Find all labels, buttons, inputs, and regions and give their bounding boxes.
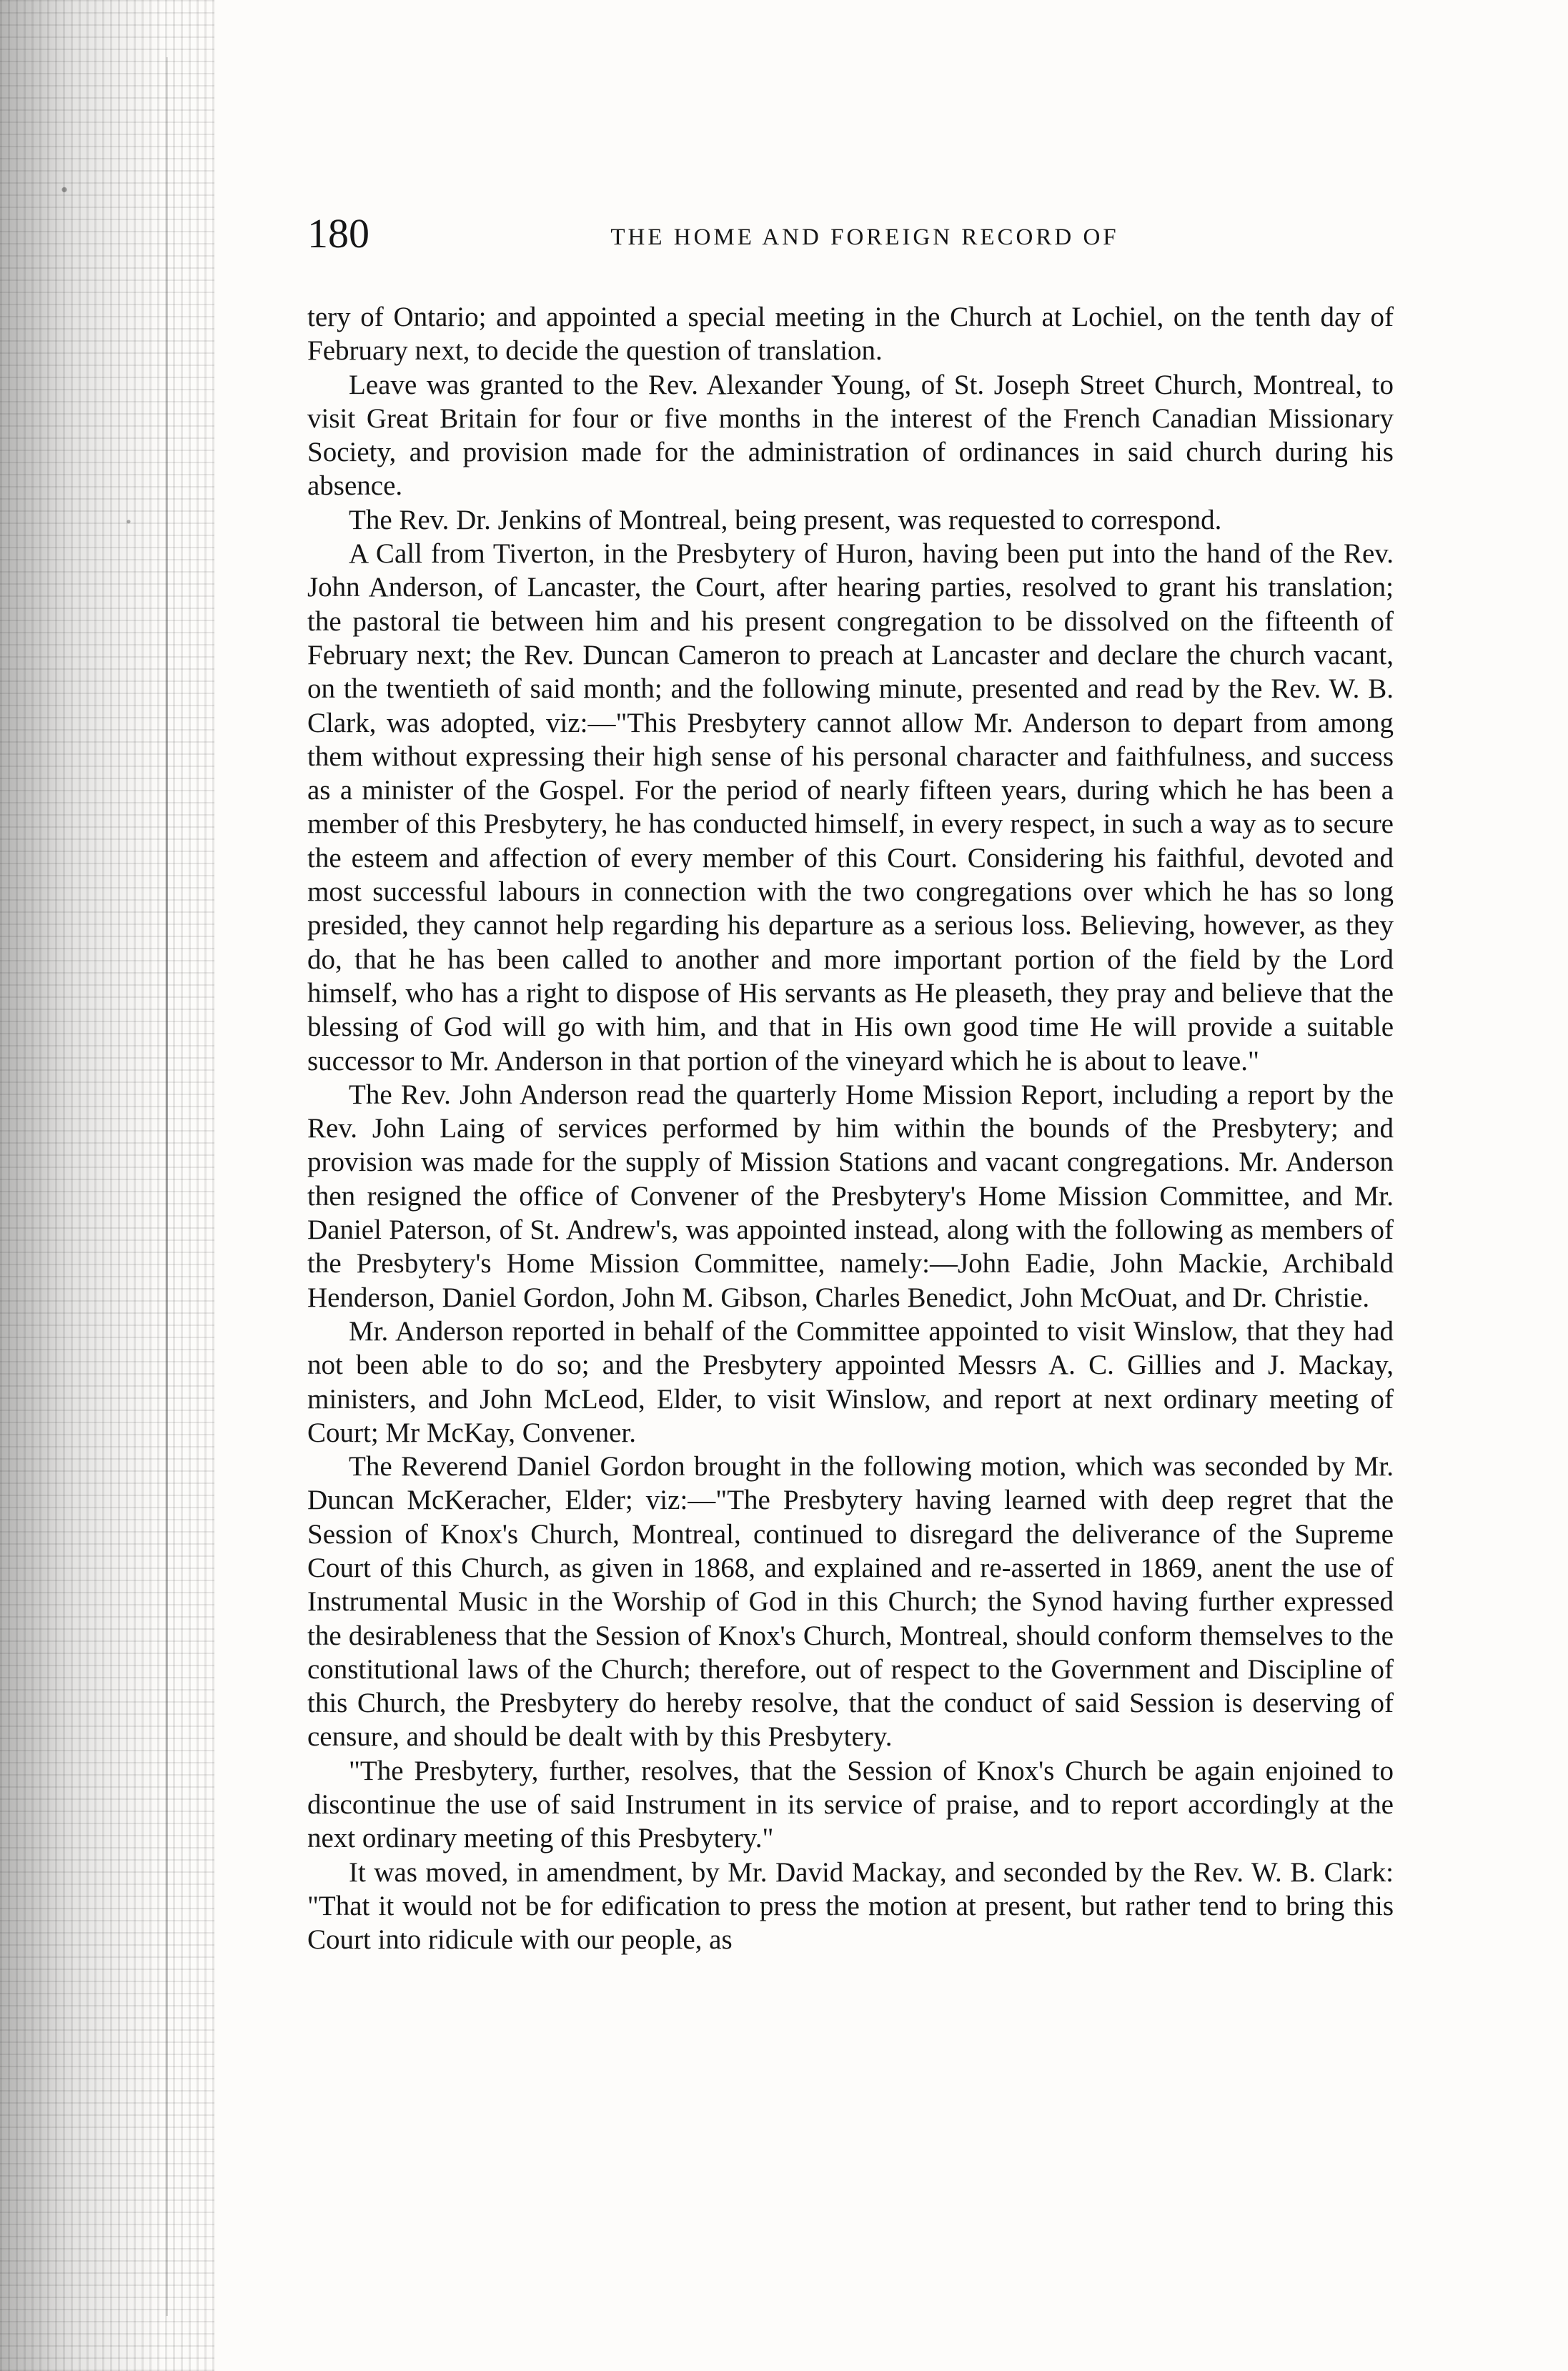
page-header [307,202,1379,266]
page-number: 180 [307,210,369,257]
paragraph: It was moved, in amendment, by Mr. David Mackay, and seconded by the Rev. W. B. Clark: "That it would not be for edification to press the motion at present, but rather tend to bring this Court into ridicule with our people, as [307,1856,1394,1956]
paragraph: Leave was granted to the Rev. Alexander Young, of St. Joseph Street Church, Montreal, to visit Great Britain for four or five months in the interest of the French Canadian Missionary Society, and provision made for the administration of ordinances in said church during his absence. [307,369,1394,502]
paragraph: The Rev. Dr. Jenkins of Montreal, being present, was requested to correspond. [349,504,1222,535]
paragraph: tery of Ontario; and appointed a special meeting in the Church at Lochiel, on the tenth day of February next, to decide the question of translation. [307,302,1394,367]
paragraph: The Reverend Daniel Gordon brought in the following motion, which was seconded by Mr. Duncan McKeracher, Elder; viz:—"The Presbytery having learned with deep regret that the Session of Knox's Church, Montreal, continued to disregard the deliverance of the Supreme Court of this Church, as given in 1868, and explained and re-asserted in 1869, anent the use of Instrumental Music in the Worship of God in this Church; the Synod having further expressed the desirableness that the Session of Knox's Church, Montreal, should conform themselves to the constitutional laws of the Church; therefore, out of respect to the Government and Discipline of this Church, the Presbytery do hereby resolve, that the conduct of said Session is deserving of censure, and should be dealt with by this Presbytery. [307,1451,1394,1753]
running-head: THE HOME AND FOREIGN RECORD OF [610,224,1119,250]
paragraph: "The Presbytery, further, resolves, that the Session of Knox's Church be again enjoined to discontinue the use of said Instrument in its service of praise, and to report accordingly at the next ordinary meeting of this Presbytery." [307,1755,1394,1854]
binding-fold-line [166,57,168,2316]
paragraph: The Rev. John Anderson read the quarterly Home Mission Report, including a report by the Rev. John Laing of services performed by him within the bounds of the Presbytery; and provision was made for the supply of Mission Stations and vacant congregations. Mr. Anderson then resigned the office of Convener of the Presbytery's Home Mission Committee, and Mr. Daniel Paterson, of St. Andrew's, was appointed instead, along with the following as members of the Presbytery's Home Mission Committee, namely:—John Eadie, John Mackie, Archibald Henderson, Daniel Gordon, John M. Gibson, Charles Benedict, John McOuat, and Dr. Christie. [307,1079,1394,1313]
body-text [307,300,1394,1957]
paragraph: A Call from Tiverton, in the Presbytery of Huron, having been put into the hand of the Rev. John Anderson, of Lancaster, the Court, after hearing parties, resolved to grant his translation; the pastoral tie between him and his present congregation to be dissolved on the fifteenth of February next; the Rev. Duncan Cameron to preach at Lancaster and declare the church vacant, on the twentieth of said month; and the following minute, presented and read by the Rev. W. B. Clark, was adopted, viz:—"This Presbytery cannot allow Mr. Anderson to depart from among them without expressing their high sense of his personal character and faithfulness, and success as a minister of the Gospel. For the period of nearly fifteen years, during which he has been a member of this Presbytery, he has conducted himself, in every respect, in such a way as to secure the esteem and affection of every member of this Court. Considering his faithful, devoted and most successful labours in connection with the two congregations over which he has so long presided, they cannot help regarding his departure as a serious loss. Believing, however, as they do, that he has been called to another and more important portion of the field by the Lord himself, who has a right to dispose of His servants as He pleaseth, they pray and believe that the blessing of God will go with him, and that in His own good time He will provide a suitable successor to Mr. Anderson in that portion of the vineyard which he is about to leave." [307,538,1394,1076]
scan-binding-edge [0,0,214,2371]
paragraph: Mr. Anderson reported in behalf of the Committee appointed to visit Winslow, that they had not been able to do so; and the Presbytery appointed Messrs A. C. Gillies and J. Mackay, ministers, and John McLeod, Elder, to visit Winslow, and report at next ordinary meeting of Court; Mr McKay, Convener. [307,1315,1394,1448]
